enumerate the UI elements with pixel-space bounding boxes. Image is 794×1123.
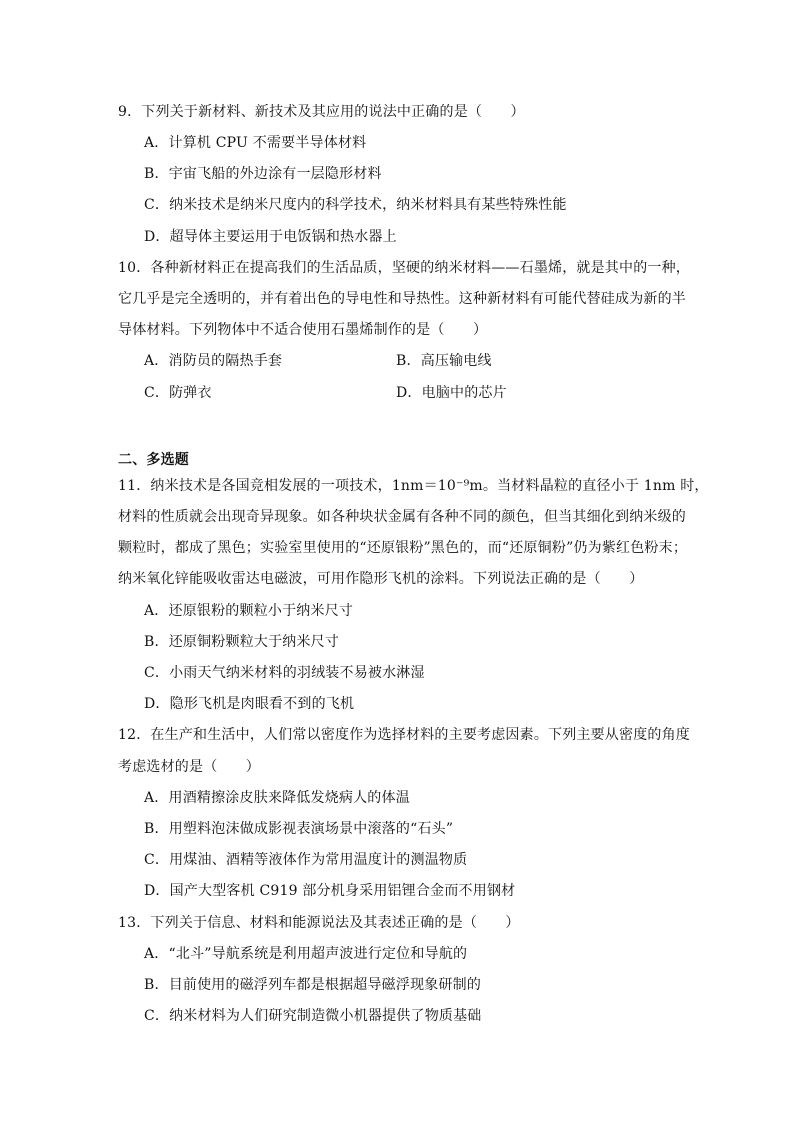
question-12-option-c: C．用煤油、酒精等液体作为常用温度计的测温物质 bbox=[144, 852, 468, 868]
question-11-stem-line-1: 11．纳米技术是各国竞相发展的一项技术，1nm＝10⁻⁹m。当材料晶粒的直径小于 1nm 时， bbox=[118, 478, 709, 494]
question-13-stem: 13．下列关于信息、材料和能源说法及其表述正确的是（ ） bbox=[118, 915, 520, 931]
question-12-stem-line-2: 考虑选材的是（ ） bbox=[118, 759, 260, 775]
question-12-option-d: D．国产大型客机 C919 部分机身采用铝锂合金而不用钢材 bbox=[144, 883, 516, 899]
question-10-option-c: C．防弹衣 bbox=[144, 385, 212, 401]
question-12-option-a: A．用酒精擦涂皮肤来降低发烧病人的体温 bbox=[144, 790, 410, 806]
question-11-option-b: B．还原铜粉颗粒大于纳米尺寸 bbox=[144, 634, 340, 650]
question-13-option-c: C．纳米材料为人们研究制造微小机器提供了物质基础 bbox=[144, 1008, 482, 1024]
section-heading-multiple-choice: 二、多选题 bbox=[118, 452, 189, 468]
question-9-option-c: C．纳米技术是纳米尺度内的科学技术，纳米材料具有某些特殊性能 bbox=[144, 197, 567, 213]
question-13-option-a: A．“北斗”导航系统是利用超声波进行定位和导航的 bbox=[144, 946, 468, 962]
question-12-option-b: B．用塑料泡沫做成影视表演场景中滚落的“石头” bbox=[144, 821, 454, 837]
question-10-stem-line-1: 10．各种新材料正在提高我们的生活品质，坚硬的纳米材料——石墨烯，就是其中的一种， bbox=[118, 260, 691, 276]
question-11-stem-line-3: 颗粒时，都成了黑色；实验室里使用的“还原银粉”黑色的，而“还原铜粉”仍为紫红色粉末； bbox=[118, 540, 688, 556]
question-11-stem-line-4: 纳米氧化锌能吸收雷达电磁波，可用作隐形飞机的涂料。下列说法正确的是（ ） bbox=[118, 571, 644, 587]
question-10-option-a: A．消防员的隔热手套 bbox=[144, 353, 283, 369]
question-12-stem-line-1: 12．在生产和生活中，人们常以密度作为选择材料的主要考虑因素。下列主要从密度的角度 bbox=[118, 727, 691, 743]
question-10-option-d: D．电脑中的芯片 bbox=[396, 385, 507, 401]
question-9-option-b: B．宇宙飞船的外边涂有一层隐形材料 bbox=[144, 166, 382, 182]
question-10-stem-line-3: 导体材料。下列物体中不适合使用石墨烯制作的是（ ） bbox=[118, 322, 488, 338]
question-11-option-a: A．还原银粉的颗粒小于纳米尺寸 bbox=[144, 603, 354, 619]
question-11-option-d: D．隐形飞机是肉眼看不到的飞机 bbox=[144, 696, 355, 712]
question-9-option-a: A．计算机 CPU 不需要半导体材料 bbox=[144, 135, 367, 151]
question-10-option-b: B．高压输电线 bbox=[396, 353, 492, 369]
question-9-option-d: D．超导体主要运用于电饭锅和热水器上 bbox=[144, 229, 397, 245]
question-11-stem-line-2: 材料的性质就会出现奇异现象。如各种块状金属有各种不同的颜色，但当其细化到纳米级的 bbox=[118, 509, 686, 525]
question-11-option-c: C．小雨天气纳米材料的羽绒装不易被水淋湿 bbox=[144, 665, 425, 681]
question-13-option-b: B．目前使用的磁浮列车都是根据超导磁浮现象研制的 bbox=[144, 977, 482, 993]
question-10-stem-line-2: 它几乎是完全透明的，并有着出色的导电性和导热性。这种新材料有可能代替硅成为新的半 bbox=[118, 291, 686, 307]
question-9-stem: 9．下列关于新材料、新技术及其应用的说法中正确的是（ ） bbox=[118, 104, 525, 120]
